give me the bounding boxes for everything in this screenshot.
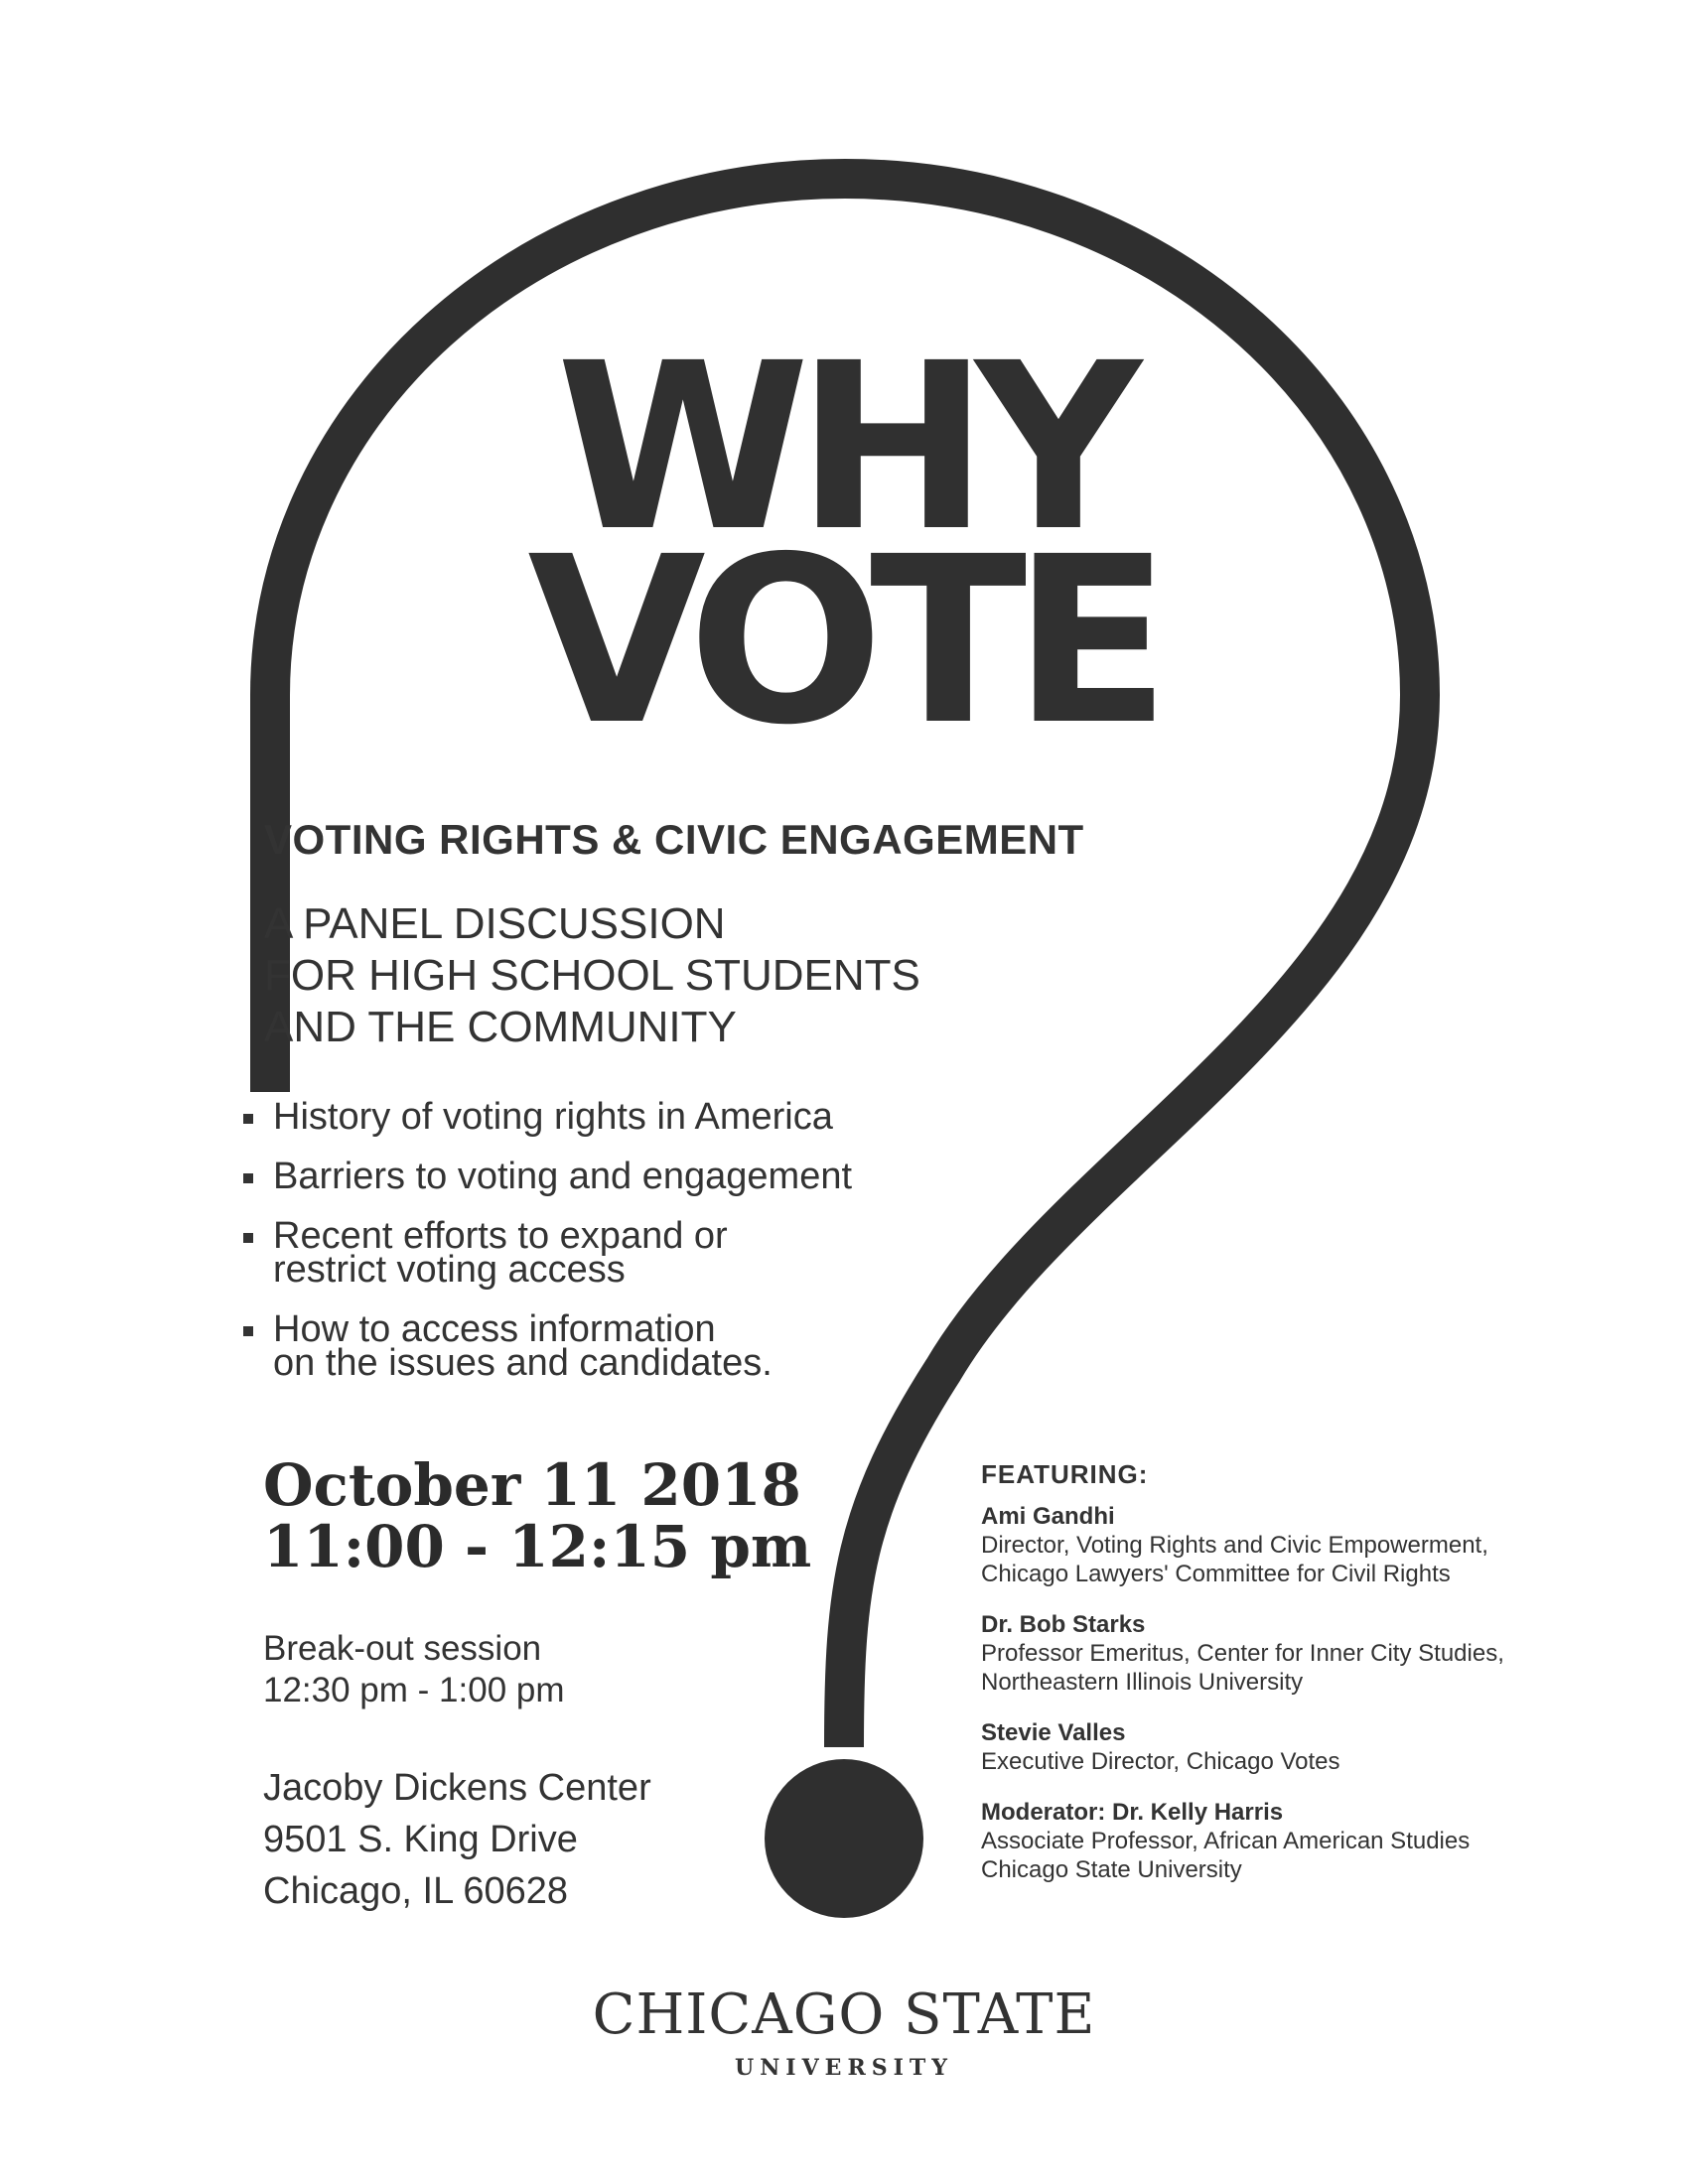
subheading: VOTING RIGHTS & CIVIC ENGAGEMENT: [264, 816, 1084, 863]
speaker: [981, 1610, 1617, 1697]
bullet-icon: [243, 1173, 253, 1183]
topic-line: How to access information: [273, 1308, 716, 1350]
title-vote: VOTE: [527, 507, 1157, 775]
speaker: [981, 1718, 1617, 1776]
speaker-name: Moderator: Dr. Kelly Harris: [981, 1799, 1284, 1826]
topic-item: [243, 1215, 968, 1291]
topic-list: [243, 1096, 968, 1406]
speaker-org: Northeastern Illinois University: [981, 1669, 1304, 1696]
venue-name: Jacoby Dickens Center: [263, 1767, 651, 1809]
topic-line: restrict voting access: [273, 1249, 626, 1291]
speaker-name: Dr. Bob Starks: [981, 1611, 1146, 1638]
speaker-name: Stevie Valles: [981, 1719, 1126, 1746]
venue-street: 9501 S. King Drive: [263, 1819, 578, 1860]
panel-line: A PANEL DISCUSSION: [264, 899, 726, 948]
speaker-title: Professor Emeritus, Center for Inner City Studies,: [981, 1640, 1504, 1667]
breakout-time: 12:30 pm - 1:00 pm: [263, 1671, 565, 1709]
featuring-section: [981, 1459, 1617, 1906]
topic-item: [243, 1308, 968, 1384]
panel-line: AND THE COMMUNITY: [264, 1003, 737, 1051]
university-logo: [0, 1982, 1688, 2081]
logo-wordmark: CHICAGO STATE: [592, 1982, 1096, 2047]
event-datetime: [263, 1451, 812, 1580]
speaker-title: Executive Director, Chicago Votes: [981, 1748, 1340, 1775]
speaker-title: Director, Voting Rights and Civic Empowerment,: [981, 1532, 1488, 1559]
moderator: [981, 1798, 1617, 1884]
speaker-title: Associate Professor, African American Studies: [981, 1828, 1471, 1854]
breakout-session: [263, 1628, 565, 1711]
event-date: October 11 2018: [263, 1451, 801, 1519]
featuring-heading: FEATURING:: [981, 1459, 1149, 1489]
topic-item: [243, 1156, 968, 1197]
venue-address: [263, 1762, 651, 1917]
topic-item: [243, 1096, 968, 1138]
event-time: 11:00 - 12:15 pm: [263, 1513, 812, 1580]
speaker-name: Ami Gandhi: [981, 1503, 1115, 1530]
topic-line: Barriers to voting and engagement: [273, 1156, 853, 1197]
bullet-icon: [243, 1233, 253, 1243]
speaker-org: Chicago State University: [981, 1856, 1242, 1883]
panel-line: FOR HIGH SCHOOL STUDENTS: [264, 951, 920, 1000]
speaker-org: Chicago Lawyers' Committee for Civil Rights: [981, 1561, 1451, 1587]
venue-city: Chicago, IL 60628: [263, 1870, 569, 1912]
logo-subtitle: UNIVERSITY: [735, 2055, 953, 2081]
breakout-label: Break-out session: [263, 1629, 542, 1668]
speaker: [981, 1502, 1617, 1588]
title-why: WHY: [555, 314, 1129, 582]
bullet-icon: [243, 1326, 253, 1336]
bullet-icon: [243, 1114, 253, 1124]
topic-line: on the issues and candidates.: [273, 1342, 773, 1384]
panel-description: [264, 898, 920, 1053]
topic-line: Recent efforts to expand or: [273, 1215, 728, 1257]
topic-line: History of voting rights in America: [273, 1096, 833, 1138]
